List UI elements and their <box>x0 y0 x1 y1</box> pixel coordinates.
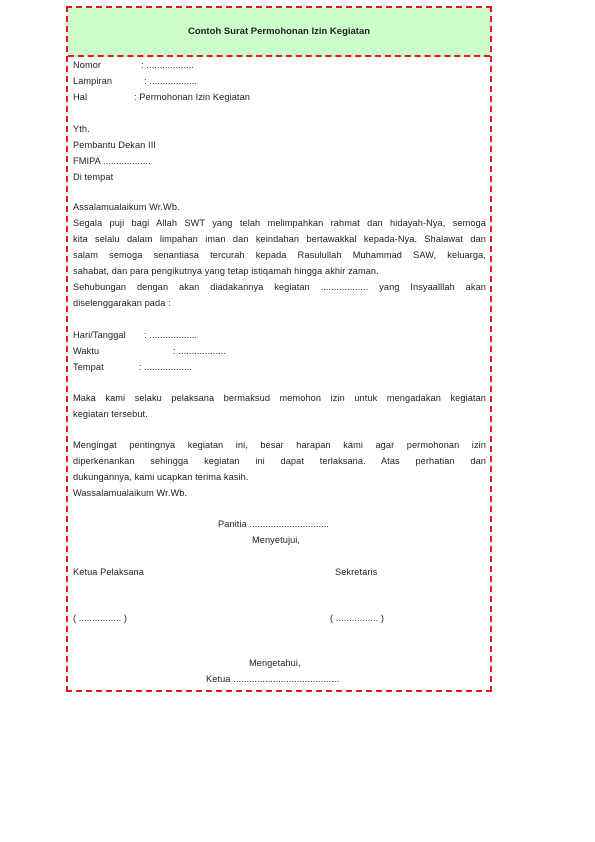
waktu-label: Waktu <box>73 346 100 356</box>
salutation: Assalamualaikum Wr.Wb. <box>73 202 180 212</box>
nomor-label: Nomor <box>73 60 102 70</box>
recipient-yth: Yth. <box>73 124 90 134</box>
lampiran-label: Lampiran <box>73 76 113 86</box>
sekretaris-label: Sekretaris <box>335 567 378 577</box>
recipient-faculty: FMIPA .................. <box>73 156 151 166</box>
mengetahui: Mengetahui, <box>249 658 301 668</box>
nomor-value: : .................. <box>141 60 195 70</box>
paragraph-line: diperkenankan sehingga kegiatan ini dapat terlaksana. Atas perhatian dan <box>73 456 486 466</box>
hari-label: Hari/Tanggal <box>73 330 126 340</box>
paragraph-line: sahabat, dan para pengikutnya yang tetap istiqamah hingga akhir zaman. <box>73 266 379 276</box>
recipient-title: Pembantu Dekan III <box>73 140 157 150</box>
hal-label: Hal <box>73 92 88 102</box>
paragraph-line: Segala puji bagi Allah SWT yang telah melimpahkan rahmat dan hidayah-Nya, semoga <box>73 218 486 228</box>
paragraph-line: diselenggarakan pada : <box>73 298 171 308</box>
closing: Wassalamualaikum Wr.Wb. <box>73 488 188 498</box>
ketua-line: Ketua ........................................ <box>206 674 340 684</box>
paragraph-line: Sehubungan dengan akan diadakannya kegiatan .................. yang Insyaalllah akan <box>73 282 486 292</box>
lampiran-value: : .................. <box>144 76 198 86</box>
signature-right: ( ................ ) <box>330 613 385 623</box>
signature-left: ( ................ ) <box>73 613 128 623</box>
paragraph-line: Mengingat pentingnya kegiatan ini, besar harapan kami agar permohonan izin <box>73 440 486 450</box>
hari-value: : .................. <box>144 330 198 340</box>
panitia-line: Panitia .............................. <box>218 519 330 529</box>
waktu-value: : .................. <box>173 346 227 356</box>
paragraph-line: salam semoga senantiasa tercurah kepada Rasulullah Muhammad SAW, keluarga, <box>73 250 486 260</box>
menyetujui: Menyetujui, <box>252 535 301 545</box>
ketua-pelaksana-label: Ketua Pelaksana <box>73 567 144 577</box>
letter-title: Contoh Surat Permohonan Izin Kegiatan <box>187 26 371 37</box>
tempat-label: Tempat <box>73 362 104 372</box>
paragraph-line: dukungannya, kami ucapkan terima kasih. <box>73 472 249 482</box>
letter-frame <box>66 6 492 692</box>
paragraph-line: Maka kami selaku pelaksana bermaksud memohon izin untuk mengadakan kegiatan <box>73 393 486 403</box>
recipient-place: Di tempat <box>73 172 114 182</box>
paragraph-line: kegiatan tersebut. <box>73 409 148 419</box>
hal-value: : Permohonan Izin Kegiatan <box>134 92 250 102</box>
tempat-value: : .................. <box>139 362 193 372</box>
title-banner <box>68 8 490 57</box>
paragraph-line: kita selalu dalam limpahan iman dan keindahan bertawakkal kepada-Nya. Shalawat dan <box>73 234 486 244</box>
